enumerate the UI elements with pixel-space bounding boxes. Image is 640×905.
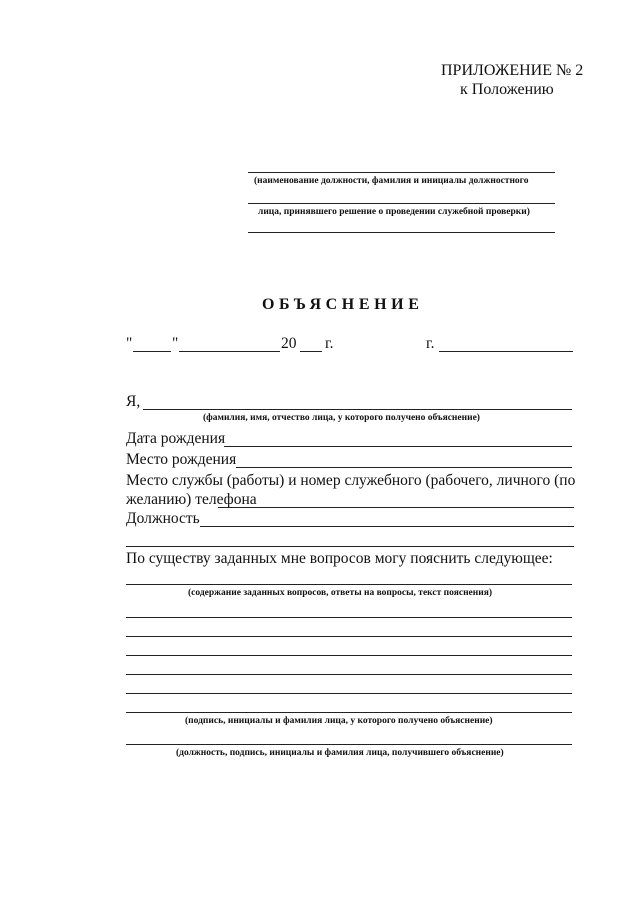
birth-place-line <box>236 467 572 468</box>
date-year-line <box>300 351 322 352</box>
addressee-caption-1: (наименование должности, фамилия и инициалы должностного <box>254 176 529 186</box>
explanation-caption: (содержание заданных вопросов, ответы на вопросы, текст пояснения) <box>188 588 493 598</box>
birth-date-line <box>224 446 572 447</box>
signature-caption: (подпись, инициалы и фамилия лица, у которого получено объяснение) <box>185 716 493 726</box>
phone-label: желанию) телефона <box>126 491 257 508</box>
document-title: ОБЪЯСНЕНИЕ <box>262 296 424 313</box>
date-year-suffix: г. <box>325 335 334 352</box>
full-name-caption: (фамилия, имя, отчество лица, у которого получено объяснение) <box>203 413 480 423</box>
addressee-line-3 <box>248 232 555 233</box>
explanation-line <box>126 636 572 637</box>
city-line <box>439 351 573 352</box>
appendix-reference: к Положению <box>460 81 554 98</box>
addressee-caption-2: лица, принявшего решение о проведении служебной проверки) <box>258 207 530 217</box>
birth-date-label: Дата рождения <box>126 430 226 447</box>
explanation-first-line <box>126 584 572 585</box>
explanation-line <box>126 617 572 618</box>
explanation-line <box>126 693 572 694</box>
position-line <box>200 526 574 527</box>
receiver-line <box>126 744 572 745</box>
explanation-intro: По существу заданных мне вопросов могу пояснить следующее: <box>126 550 553 567</box>
date-month-line <box>179 351 280 352</box>
phone-line <box>218 507 574 508</box>
explanation-line <box>126 674 572 675</box>
date-day-line <box>133 351 171 352</box>
city-prefix: г. <box>426 335 435 352</box>
explanation-line <box>126 655 572 656</box>
signature-line <box>126 712 572 713</box>
i-label: Я, <box>126 393 141 410</box>
date-quote-open: " <box>126 335 133 352</box>
date-year-prefix: 20 <box>281 335 297 352</box>
addressee-line-2 <box>248 203 555 204</box>
position-label: Должность <box>126 510 200 527</box>
appendix-number: ПРИЛОЖЕНИЕ № 2 <box>441 62 584 79</box>
full-name-line <box>143 409 572 410</box>
receiver-caption: (должность, подпись, инициалы и фамилия лица, получившего объяснение) <box>176 748 504 758</box>
workplace-label: Место службы (работы) и номер служебного (рабочего, личного (по <box>126 472 576 489</box>
addressee-line-1 <box>248 172 555 173</box>
position-extra-line <box>126 546 574 547</box>
date-quote-close: " <box>172 335 179 352</box>
birth-place-label: Место рождения <box>126 451 237 468</box>
